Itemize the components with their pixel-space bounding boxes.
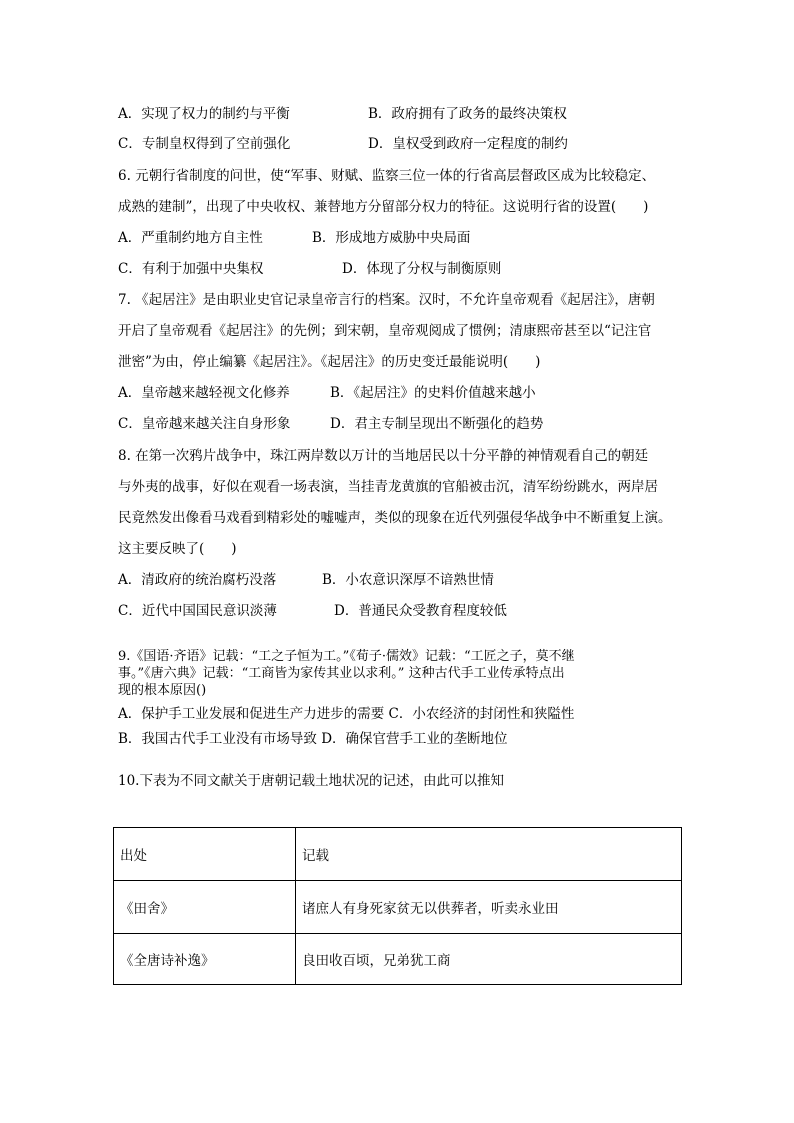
table-cell-record: 诸庶人有身死家贫无以供葬者，听卖永业田 xyxy=(296,881,682,934)
q9-options-row-1: A．保护手工业发展和促进生产力进步的需要 C．小农经济的封闭性和狭隘性 xyxy=(118,706,575,722)
q6-option-d: D．体现了分权与制衡原则 xyxy=(342,261,502,277)
q6-stem-line-1: 6. 元朝行省制度的问世，使“军事、财赋、监察三位一体的行省高层督政区成为比较稳定、 xyxy=(118,168,656,184)
q9-stem-line-3: 现的根本原因() xyxy=(118,683,207,698)
q8-option-d: D．普通民众受教育程度较低 xyxy=(334,603,507,619)
q8-stem-line-2: 与外夷的战事，好似在观看一场表演，当挂青龙黄旗的官船被击沉，清军纷纷跳水，两岸居 xyxy=(118,479,658,495)
q6-option-b: B．形成地方威胁中央局面 xyxy=(312,230,471,246)
table-header-source: 出处 xyxy=(114,828,296,881)
q7-option-c: C．皇帝越来越关注自身形象 xyxy=(118,416,291,432)
q5-option-c: C．专制皇权得到了空前强化 xyxy=(118,136,291,152)
q10-records-table xyxy=(113,827,682,985)
q8-stem-line-4: 这主要反映了( ) xyxy=(118,541,237,557)
table-header-record: 记载 xyxy=(296,828,682,881)
q8-option-b: B．小农意识深厚不谙熟世情 xyxy=(322,572,494,588)
table-row xyxy=(114,934,682,985)
q8-option-c: C．近代中国国民意识淡薄 xyxy=(118,603,277,619)
q6-option-c: C．有利于加强中央集权 xyxy=(118,261,264,277)
q8-stem-line-3: 民竟然发出像看马戏看到精彩处的嘘嘘声，类似的现象在近代列强侵华战争中不断重复上演。 xyxy=(118,510,672,526)
q8-option-a: A．清政府的统治腐朽没落 xyxy=(118,572,277,588)
q7-stem-line-2: 开启了皇帝观看《起居注》的先例；到宋朝，皇帝观阅成了惯例；清康熙帝甚至以“记注官 xyxy=(118,323,652,339)
q7-option-d: D．君主专制呈现出不断强化的趋势 xyxy=(330,416,544,432)
q6-option-a: A．严重制约地方自主性 xyxy=(118,230,263,246)
q6-stem-line-2: 成熟的建制”，出现了中央收权、兼替地方分留部分权力的特征。这说明行省的设置( ) xyxy=(118,199,649,215)
table-row xyxy=(114,881,682,934)
q7-option-b: B．《起居注》的史料价值越来越小 xyxy=(330,385,536,401)
q7-stem-line-3: 泄密”为由，停止编纂《起居注》。《起居注》的历史变迁最能说明( ) xyxy=(118,354,541,370)
q7-option-a: A．皇帝越来越轻视文化修养 xyxy=(118,385,290,401)
q10-stem: 10.下表为不同文献关于唐朝记载土地状况的记述，由此可以推知 xyxy=(118,773,504,789)
table-header-row xyxy=(114,828,682,881)
q5-option-b: B．政府拥有了政务的最终决策权 xyxy=(368,106,567,122)
q5-option-a: A．实现了权力的制约与平衡 xyxy=(118,106,290,122)
table-cell-source: 《全唐诗补逸》 xyxy=(114,934,296,985)
q5-option-d: D．皇权受到政府一定程度的制约 xyxy=(368,136,568,152)
q8-stem-line-1: 8. 在第一次鸦片战争中，珠江两岸数以万计的当地居民以十分平静的神情观看自己的朝廷 xyxy=(118,448,649,464)
q7-stem-line-1: 7. 《起居注》是由职业史官记录皇帝言行的档案。汉时，不允许皇帝观看《起居注》，唐朝 xyxy=(118,292,655,308)
table-cell-record: 良田收百顷，兄弟犹工商 xyxy=(296,934,682,985)
q9-stem-line-2: 事。”《唐六典》记载：“工商皆为家传其业以求利。” 这种古代手工业传承特点出 xyxy=(118,666,565,681)
q9-options-row-2: B．我国古代手工业没有市场导致 D．确保官营手工业的垄断地位 xyxy=(118,731,508,747)
table-cell-source: 《田舍》 xyxy=(114,881,296,934)
q9-stem-line-1: 9.《国语·齐语》记载：“工之子恒为工。”《荀子·儒效》记载：“工匠之子，莫不继 xyxy=(118,649,575,664)
